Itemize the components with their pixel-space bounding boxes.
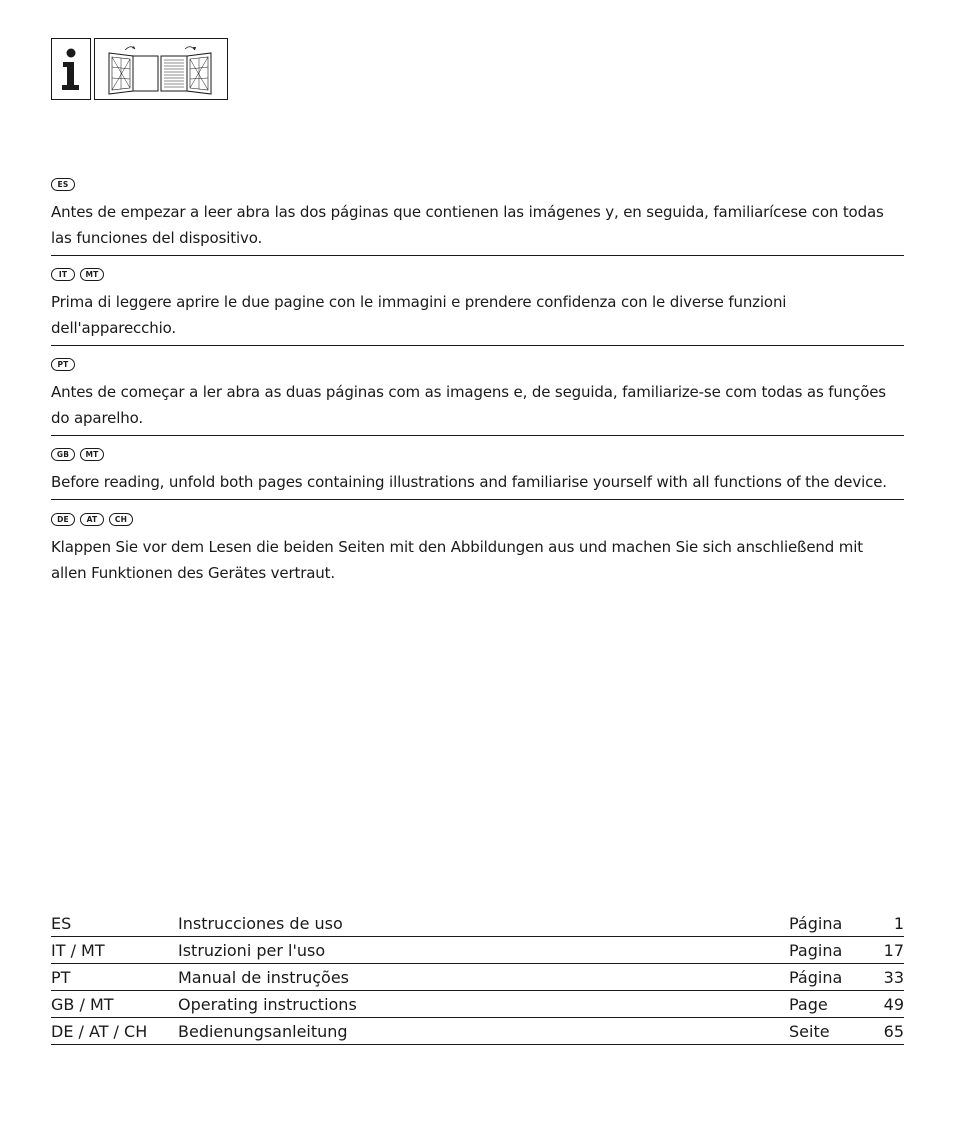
toc-code: GB / MT [51, 995, 114, 1014]
toc-page-number: 33 [883, 968, 904, 987]
lang-badge: GB [51, 448, 75, 461]
toc-code: IT / MT [51, 941, 105, 960]
info-icon [51, 38, 91, 100]
lang-block-de-at-ch [51, 513, 904, 586]
toc-page-number: 65 [883, 1022, 904, 1041]
toc-row [51, 991, 904, 1018]
divider [51, 255, 904, 256]
toc-title: Operating instructions [178, 995, 357, 1014]
lang-text: Antes de empezar a leer abra las dos páginas que contienen las imágenes y, en seguida, familiarícese con todas las funciones del dispositivo. [51, 203, 884, 247]
lang-badge: AT [80, 513, 104, 526]
toc-page-label: Página [789, 914, 843, 933]
lang-badge: MT [80, 448, 104, 461]
lang-block-gb-mt [51, 448, 904, 495]
lang-block-pt [51, 358, 904, 431]
toc-page-label: Page [789, 995, 828, 1014]
toc-row [51, 937, 904, 964]
toc-title: Manual de instruções [178, 968, 349, 987]
toc-title: Istruzioni per l'uso [178, 941, 326, 960]
lang-badge: DE [51, 513, 75, 526]
divider [51, 435, 904, 436]
toc-page-number: 49 [883, 995, 904, 1014]
badge-group [51, 268, 904, 281]
toc-page-label: Pagina [789, 941, 843, 960]
toc-code: ES [51, 914, 72, 933]
lang-badge: PT [51, 358, 75, 371]
lang-text: Before reading, unfold both pages containing illustrations and familiarise yourself with all functions of the device. [51, 473, 887, 491]
divider [51, 499, 904, 500]
badge-group [51, 513, 904, 526]
lang-badge: CH [109, 513, 133, 526]
toc-code: PT [51, 968, 71, 987]
lang-text: Prima di leggere aprire le due pagine con le immagini e prendere confidenza con le diverse funzioni dell'apparecchio. [51, 293, 787, 337]
toc-title: Bedienungsanleitung [178, 1022, 348, 1041]
toc-page-number: 1 [893, 914, 904, 933]
lang-text: Klappen Sie vor dem Lesen die beiden Seiten mit den Abbildungen aus und machen Sie sich anschließend mit allen Funktionen des Gerätes vertraut. [51, 538, 863, 582]
badge-group [51, 178, 904, 191]
toc-page-number: 17 [883, 941, 904, 960]
fold-out-pages-icon [94, 38, 228, 100]
divider [51, 345, 904, 346]
lang-badge: MT [80, 268, 104, 281]
toc-row [51, 1018, 904, 1045]
toc-page-label: Página [789, 968, 843, 987]
lang-badge: ES [51, 178, 75, 191]
toc-row [51, 964, 904, 991]
lang-block-es [51, 178, 904, 251]
toc-row [51, 910, 904, 937]
lang-text: Antes de começar a ler abra as duas páginas com as imagens e, de seguida, familiarize-se com todas as funções do aparelho. [51, 383, 886, 427]
toc-title: Instrucciones de uso [178, 914, 343, 933]
toc-page-label: Seite [789, 1022, 830, 1041]
badge-group [51, 358, 904, 371]
toc-code: DE / AT / CH [51, 1022, 148, 1041]
lang-block-it-mt [51, 268, 904, 341]
table-of-contents [51, 910, 904, 1045]
lang-badge: IT [51, 268, 75, 281]
badge-group [51, 448, 904, 461]
